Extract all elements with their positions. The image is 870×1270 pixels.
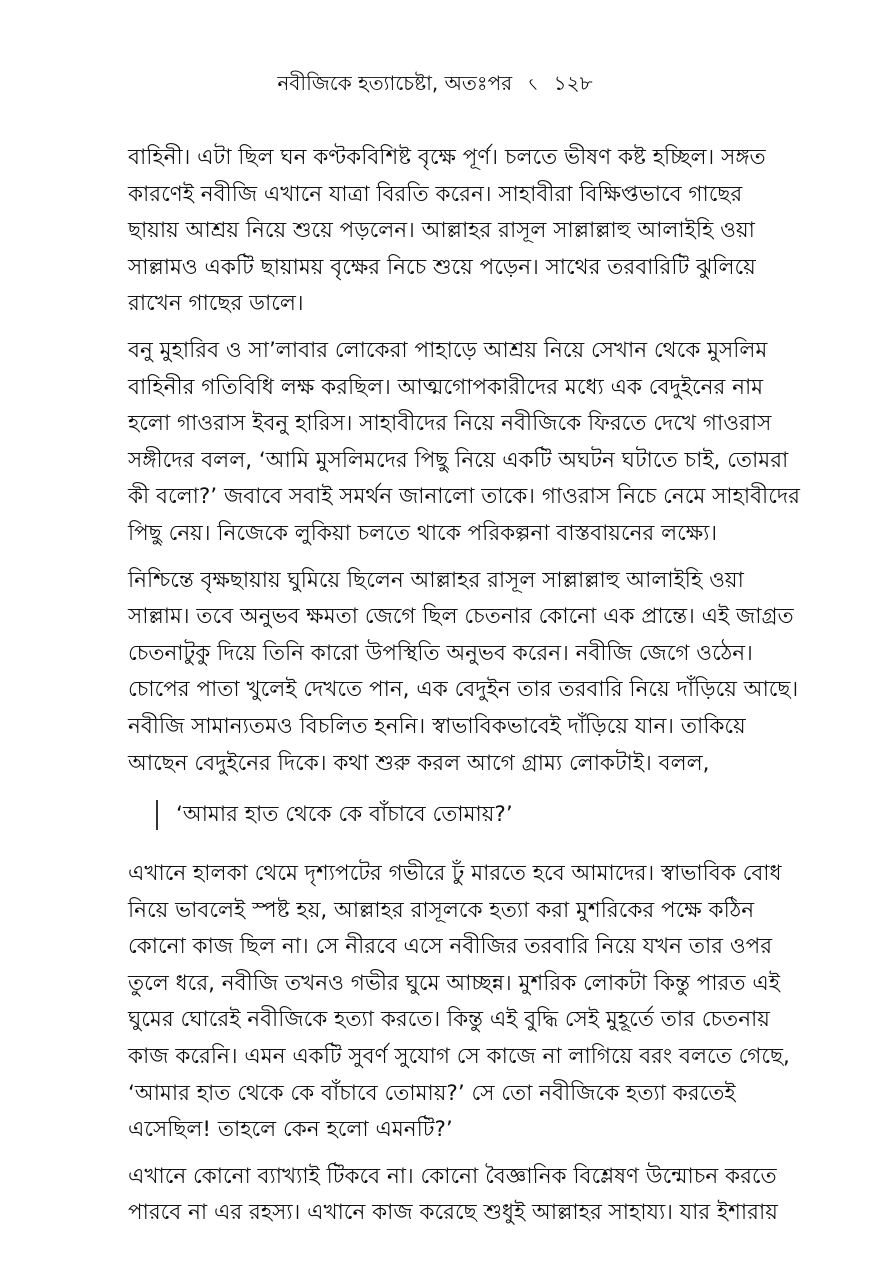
text-line: তুলে ধরে, নবীজি তখনও গভীর ঘুমে আচ্ছন্ন। মুশরিক লোকটা কিন্তু পারত এই — [128, 970, 780, 996]
paragraph — [128, 333, 800, 553]
text-line: চোপের পাতা খুলেই দেখতে পান, এক বেদুইন তার তরবারি নিয়ে দাঁড়িয়ে আছে। — [128, 677, 799, 703]
text-line: সঙ্গীদের বলল, ‘আমি মুসলিমদের পিছু নিয়ে একটি অঘটন ঘটাতে চাই, তোমরা — [128, 447, 789, 473]
text-line: নবীজি সামান্যতমও বিচলিত হননি। স্বাভাবিকভাবেই দাঁড়িয়ে যান। তাকিয়ে — [128, 713, 746, 739]
text-line: বাহিনী। এটা ছিল ঘন কণ্টকবিশিষ্ট বৃক্ষে পূর্ণ। চলতে ভীষণ কষ্ট হচ্ছিল। সঙ্গত — [128, 145, 766, 170]
body-text — [128, 140, 800, 1242]
text-line: ‘আমার হাত থেকে কে বাঁচাবে তোমায়?’ সে তো নবীজিকে হত্যা করতেই — [128, 1080, 736, 1106]
running-header — [0, 70, 870, 98]
text-line: এখানে কোনো ব্যাখ্যাই টিকবে না। কোনো বৈজ্ঞানিক বিশ্লেষণ উন্মোচন করতে — [128, 1163, 777, 1189]
paragraph — [128, 563, 799, 783]
text-line: বাহিনীর গতিবিধি লক্ষ করছিল। আত্মগোপকারীদের মধ্যে এক বেদুইনের নাম — [128, 374, 764, 400]
page-number: ১২৮ — [553, 71, 593, 95]
paragraph — [128, 140, 766, 323]
text-line: চেতনাটুকু দিয়ে তিনি কারো উপস্থিতি অনুভব করেন। নবীজি জেগে ওঠেন। — [128, 640, 753, 666]
text-line: কোনো কাজ ছিল না। সে নীরবে এসে নবীজির তরবারি নিয়ে যখন তার ওপর — [128, 934, 773, 960]
text-line: আছেন বেদুইনের দিকে। কথা শুরু করল আগে গ্রাম্য লোকটাই। বলল, — [128, 750, 710, 776]
paragraph — [128, 1159, 778, 1232]
text-line: পারবে না এর রহস্য। এখানে কাজ করেছে শুধুই আল্লাহর সাহায্য। যার ইশারায় — [128, 1200, 778, 1226]
text-line: কারণেই নবীজি এখানে যাত্রা বিরতি করেন। সাহাবীরা বিক্ষিপ্তভাবে গাছের — [128, 181, 743, 207]
text-line: হলো গাওরাস ইবনু হারিস। সাহাবীদের নিয়ে নবীজিকে ফিরতে দেখে গাওরাস — [128, 411, 772, 437]
chapter-title: নবীজিকে হত্যাচেষ্টা, অতঃপর — [277, 71, 513, 95]
text-line: কাজ করেনি। এমন একটি সুবর্ণ সুযোগ সে কাজে না লাগিয়ে বরং বলতে গেছে, — [128, 1044, 790, 1070]
text-line: এসেছিল! তাহলে কেন হলো এমনটি?’ — [128, 1117, 453, 1143]
text-line: কী বলো?’ জবাবে সবাই সমর্থন জানালো তাকে। গাওরাস নিচে নেমে সাহাবীদের — [128, 484, 800, 510]
text-line: ঘুমের ঘোরেই নবীজিকে হত্যা করতে। কিন্তু এই বুদ্ধি সেই মুহূর্তে তার চেতনায় — [128, 1007, 770, 1033]
text-line: নিয়ে ভাবলেই স্পষ্ট হয়, আল্লাহর রাসূলকে হত্যা করা মুশরিকের পক্ষে কঠিন — [128, 897, 755, 923]
quote-text: ‘আমার হাত থেকে কে বাঁচাবে তোমায়?’ — [176, 802, 513, 828]
text-line: পিছু নেয়। নিজেকে লুকিয়া চলতে থাকে পরিকল্পনা বাস্তবায়নের লক্ষ্যে। — [128, 520, 718, 546]
text-line: বনু মুহারিব ও সা’লাবার লোকেরা পাহাড়ে আশ্রয় নিয়ে সেখান থেকে মুসলিম — [128, 337, 768, 363]
text-line: ছায়ায় আশ্রয় নিয়ে শুয়ে পড়লেন। আল্লাহর রাসূল সাল্লাল্লাহু আলাইহি ওয়া — [128, 218, 755, 244]
header-ornament: ৻ — [528, 74, 538, 95]
text-line: রাখেন গাছের ডালে। — [128, 291, 304, 317]
text-line: নিশ্চিন্তে বৃক্ষছায়ায় ঘুমিয়ে ছিলেন আল্লাহর রাসূল সাল্লাল্লাহু আলাইহি ওয়া — [128, 567, 744, 593]
text-line: এখানে হালকা থেমে দৃশ্যপটের গভীরে ঢুঁ মারতে হবে আমাদের। স্বাভাবিক বোধ — [128, 861, 782, 887]
block-quote — [156, 800, 724, 830]
text-line: সাল্লামও একটি ছায়াময় বৃক্ষের নিচে শুয়ে পড়েন। সাথের তরবারিটি ঝুলিয়ে — [128, 254, 756, 280]
paragraph — [128, 856, 790, 1149]
text-line: সাল্লাম। তবে অনুভব ক্ষমতা জেগে ছিল চেতনার কোনো এক প্রান্তে। এই জাগ্রত — [128, 604, 794, 630]
